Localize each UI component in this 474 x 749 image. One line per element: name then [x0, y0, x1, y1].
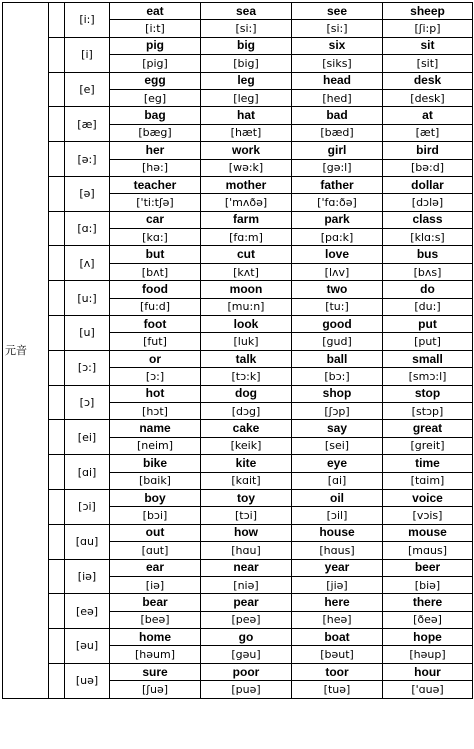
example-phonetic: [sit] — [383, 55, 473, 72]
example-word: egg — [110, 72, 201, 89]
example-word: kite — [201, 455, 292, 472]
example-phonetic: [tu:] — [292, 298, 383, 315]
example-phonetic: [kʌt] — [201, 263, 292, 280]
example-phonetic: [vɔis] — [383, 507, 473, 524]
example-word: her — [110, 142, 201, 159]
example-phonetic: [niə] — [201, 576, 292, 593]
example-word: work — [201, 142, 292, 159]
example-word: girl — [292, 142, 383, 159]
word-row — [3, 107, 473, 124]
example-word: food — [110, 281, 201, 298]
example-phonetic: [leg] — [201, 89, 292, 106]
example-word: sea — [201, 3, 292, 20]
example-phonetic: [ʃi:p] — [383, 20, 473, 37]
word-row — [3, 3, 473, 20]
example-phonetic: [bʌs] — [383, 263, 473, 280]
word-row — [3, 246, 473, 263]
vowel-symbol: [æ] — [65, 107, 110, 142]
example-phonetic: ['fɑ:ðə] — [292, 194, 383, 211]
example-word: poor — [201, 663, 292, 680]
example-word: boat — [292, 629, 383, 646]
example-word: eye — [292, 455, 383, 472]
example-word: car — [110, 211, 201, 228]
example-phonetic: [i:t] — [110, 20, 201, 37]
word-row — [3, 489, 473, 506]
example-word: at — [383, 107, 473, 124]
example-word: hot — [110, 385, 201, 402]
spacer-cell — [49, 246, 65, 281]
example-word: boy — [110, 489, 201, 506]
example-phonetic: [hɑu] — [201, 542, 292, 559]
vowel-symbol: [eə] — [65, 594, 110, 629]
word-row — [3, 455, 473, 472]
example-phonetic: [bæd] — [292, 124, 383, 141]
example-word: hour — [383, 663, 473, 680]
example-phonetic: [greit] — [383, 437, 473, 454]
example-phonetic: [big] — [201, 55, 292, 72]
example-phonetic: [həum] — [110, 646, 201, 663]
example-phonetic: [bɑik] — [110, 472, 201, 489]
example-phonetic: [dɔlə] — [383, 194, 473, 211]
example-phonetic: [hɑus] — [292, 542, 383, 559]
example-word: bike — [110, 455, 201, 472]
spacer-cell — [49, 455, 65, 490]
example-word: bad — [292, 107, 383, 124]
example-phonetic: [ðeə] — [383, 611, 473, 628]
example-word: or — [110, 350, 201, 367]
example-phonetic: [peə] — [201, 611, 292, 628]
word-row — [3, 385, 473, 402]
spacer-cell — [49, 281, 65, 316]
example-phonetic: [tɑim] — [383, 472, 473, 489]
example-word: sit — [383, 37, 473, 54]
example-phonetic: [ɑi] — [292, 472, 383, 489]
example-word: pig — [110, 37, 201, 54]
word-row — [3, 37, 473, 54]
vowel-symbol: [əu] — [65, 629, 110, 664]
spacer-cell — [49, 524, 65, 559]
spacer-cell — [49, 316, 65, 351]
example-phonetic: [si:] — [201, 20, 292, 37]
example-word: near — [201, 559, 292, 576]
example-phonetic: [heə] — [292, 611, 383, 628]
example-word: year — [292, 559, 383, 576]
example-phonetic: [fu:d] — [110, 298, 201, 315]
spacer-cell — [49, 176, 65, 211]
example-word: out — [110, 524, 201, 541]
spacer-cell — [49, 142, 65, 177]
example-word: ball — [292, 350, 383, 367]
example-word: love — [292, 246, 383, 263]
example-phonetic: [gud] — [292, 333, 383, 350]
example-word: big — [201, 37, 292, 54]
example-word: but — [110, 246, 201, 263]
vowel-symbol: [e] — [65, 72, 110, 107]
word-row — [3, 281, 473, 298]
example-phonetic: [bəut] — [292, 646, 383, 663]
example-phonetic: [stɔp] — [383, 402, 473, 419]
spacer-cell — [49, 37, 65, 72]
example-phonetic: [pɑ:k] — [292, 229, 383, 246]
example-phonetic: [neim] — [110, 437, 201, 454]
example-word: beer — [383, 559, 473, 576]
example-word: cake — [201, 420, 292, 437]
word-row — [3, 420, 473, 437]
example-phonetic: [tuə] — [292, 681, 383, 698]
vowel-category-label: 元音 — [3, 3, 49, 699]
example-word: sheep — [383, 3, 473, 20]
example-word: eat — [110, 3, 201, 20]
example-phonetic: [hɔt] — [110, 402, 201, 419]
vowel-symbol: [ə:] — [65, 142, 110, 177]
example-phonetic: [fɑ:m] — [201, 229, 292, 246]
example-word: father — [292, 176, 383, 193]
spacer-cell — [49, 107, 65, 142]
spacer-cell — [49, 663, 65, 698]
vowel-phonetic-table — [2, 2, 473, 699]
example-phonetic: [kɑit] — [201, 472, 292, 489]
example-phonetic: [bæg] — [110, 124, 201, 141]
example-word: talk — [201, 350, 292, 367]
example-word: put — [383, 316, 473, 333]
example-word: park — [292, 211, 383, 228]
spacer-cell — [49, 211, 65, 246]
example-word: say — [292, 420, 383, 437]
example-word: look — [201, 316, 292, 333]
example-phonetic: [dɔg] — [201, 402, 292, 419]
example-word: shop — [292, 385, 383, 402]
vowel-symbol: [ə] — [65, 176, 110, 211]
example-word: bag — [110, 107, 201, 124]
spacer-cell — [49, 420, 65, 455]
example-phonetic: [mɑus] — [383, 542, 473, 559]
example-word: pear — [201, 594, 292, 611]
example-phonetic: [keik] — [201, 437, 292, 454]
vowel-symbol: [ʌ] — [65, 246, 110, 281]
example-phonetic: [sei] — [292, 437, 383, 454]
vowel-symbol: [u] — [65, 316, 110, 351]
vowel-symbol: [iə] — [65, 559, 110, 594]
example-word: mother — [201, 176, 292, 193]
example-phonetic: [siks] — [292, 55, 383, 72]
word-row — [3, 663, 473, 680]
spacer-cell — [49, 3, 65, 38]
word-row — [3, 524, 473, 541]
vowel-symbol: [ɔ:] — [65, 350, 110, 385]
example-word: toor — [292, 663, 383, 680]
example-word: name — [110, 420, 201, 437]
example-phonetic: [si:] — [292, 20, 383, 37]
example-phonetic: [ʃuə] — [110, 681, 201, 698]
example-word: teacher — [110, 176, 201, 193]
example-phonetic: [kɑ:] — [110, 229, 201, 246]
example-phonetic: [lʌv] — [292, 263, 383, 280]
example-phonetic: ['mʌðə] — [201, 194, 292, 211]
example-word: small — [383, 350, 473, 367]
example-phonetic: [mu:n] — [201, 298, 292, 315]
example-word: bus — [383, 246, 473, 263]
example-phonetic: [tɔ:k] — [201, 368, 292, 385]
example-word: bird — [383, 142, 473, 159]
example-word: sure — [110, 663, 201, 680]
example-phonetic: [luk] — [201, 333, 292, 350]
example-word: here — [292, 594, 383, 611]
example-word: desk — [383, 72, 473, 89]
example-phonetic: [desk] — [383, 89, 473, 106]
example-word: time — [383, 455, 473, 472]
example-word: go — [201, 629, 292, 646]
example-phonetic: [pig] — [110, 55, 201, 72]
example-phonetic: [hed] — [292, 89, 383, 106]
example-word: dog — [201, 385, 292, 402]
word-row — [3, 316, 473, 333]
word-row — [3, 559, 473, 576]
example-phonetic: [gəu] — [201, 646, 292, 663]
example-phonetic: [smɔ:l] — [383, 368, 473, 385]
example-phonetic: ['ɑuə] — [383, 681, 473, 698]
example-phonetic: [du:] — [383, 298, 473, 315]
example-phonetic: [klɑ:s] — [383, 229, 473, 246]
example-word: head — [292, 72, 383, 89]
word-row — [3, 72, 473, 89]
example-phonetic: [ɔil] — [292, 507, 383, 524]
example-phonetic: [eg] — [110, 89, 201, 106]
example-word: hat — [201, 107, 292, 124]
spacer-cell — [49, 350, 65, 385]
example-word: farm — [201, 211, 292, 228]
vowel-symbol: [i:] — [65, 3, 110, 38]
vowel-symbol: [ɑ:] — [65, 211, 110, 246]
example-word: dollar — [383, 176, 473, 193]
example-word: home — [110, 629, 201, 646]
word-row — [3, 176, 473, 193]
vowel-symbol: [u:] — [65, 281, 110, 316]
example-phonetic: [puə] — [201, 681, 292, 698]
example-phonetic: [bɔi] — [110, 507, 201, 524]
word-row — [3, 211, 473, 228]
example-word: voice — [383, 489, 473, 506]
spacer-cell — [49, 559, 65, 594]
example-word: moon — [201, 281, 292, 298]
example-phonetic: [fut] — [110, 333, 201, 350]
example-word: foot — [110, 316, 201, 333]
example-phonetic: [biə] — [383, 576, 473, 593]
example-word: house — [292, 524, 383, 541]
example-word: how — [201, 524, 292, 541]
vowel-symbol: [ɔ] — [65, 385, 110, 420]
example-phonetic: [hə:] — [110, 159, 201, 176]
word-row — [3, 629, 473, 646]
example-phonetic: [bə:d] — [383, 159, 473, 176]
example-word: cut — [201, 246, 292, 263]
example-phonetic: [æt] — [383, 124, 473, 141]
example-word: class — [383, 211, 473, 228]
example-word: do — [383, 281, 473, 298]
example-phonetic: [ɔ:] — [110, 368, 201, 385]
example-phonetic: [beə] — [110, 611, 201, 628]
example-word: bear — [110, 594, 201, 611]
example-phonetic: [ɑut] — [110, 542, 201, 559]
example-phonetic: [put] — [383, 333, 473, 350]
example-phonetic: [jiə] — [292, 576, 383, 593]
example-word: oil — [292, 489, 383, 506]
example-word: good — [292, 316, 383, 333]
example-phonetic: [bʌt] — [110, 263, 201, 280]
spacer-cell — [49, 72, 65, 107]
example-phonetic: [gə:l] — [292, 159, 383, 176]
example-word: toy — [201, 489, 292, 506]
example-phonetic: ['ti:tʃə] — [110, 194, 201, 211]
example-word: stop — [383, 385, 473, 402]
example-word: hope — [383, 629, 473, 646]
word-row — [3, 142, 473, 159]
spacer-cell — [49, 489, 65, 524]
spacer-cell — [49, 385, 65, 420]
vowel-symbol: [ɔi] — [65, 489, 110, 524]
vowel-symbol: [ei] — [65, 420, 110, 455]
spacer-cell — [49, 629, 65, 664]
word-row — [3, 350, 473, 367]
example-word: great — [383, 420, 473, 437]
vowel-symbol: [i] — [65, 37, 110, 72]
example-phonetic: [həup] — [383, 646, 473, 663]
example-phonetic: [tɔi] — [201, 507, 292, 524]
example-word: two — [292, 281, 383, 298]
word-row — [3, 594, 473, 611]
spacer-cell — [49, 594, 65, 629]
example-phonetic: [hæt] — [201, 124, 292, 141]
example-word: mouse — [383, 524, 473, 541]
example-phonetic: [iə] — [110, 576, 201, 593]
example-word: ear — [110, 559, 201, 576]
example-phonetic: [bɔ:] — [292, 368, 383, 385]
example-word: six — [292, 37, 383, 54]
vowel-symbol: [uə] — [65, 663, 110, 698]
example-word: leg — [201, 72, 292, 89]
example-phonetic: [ʃɔp] — [292, 402, 383, 419]
vowel-symbol: [ɑi] — [65, 455, 110, 490]
vowel-symbol: [ɑu] — [65, 524, 110, 559]
example-word: see — [292, 3, 383, 20]
example-phonetic: [wə:k] — [201, 159, 292, 176]
example-word: there — [383, 594, 473, 611]
